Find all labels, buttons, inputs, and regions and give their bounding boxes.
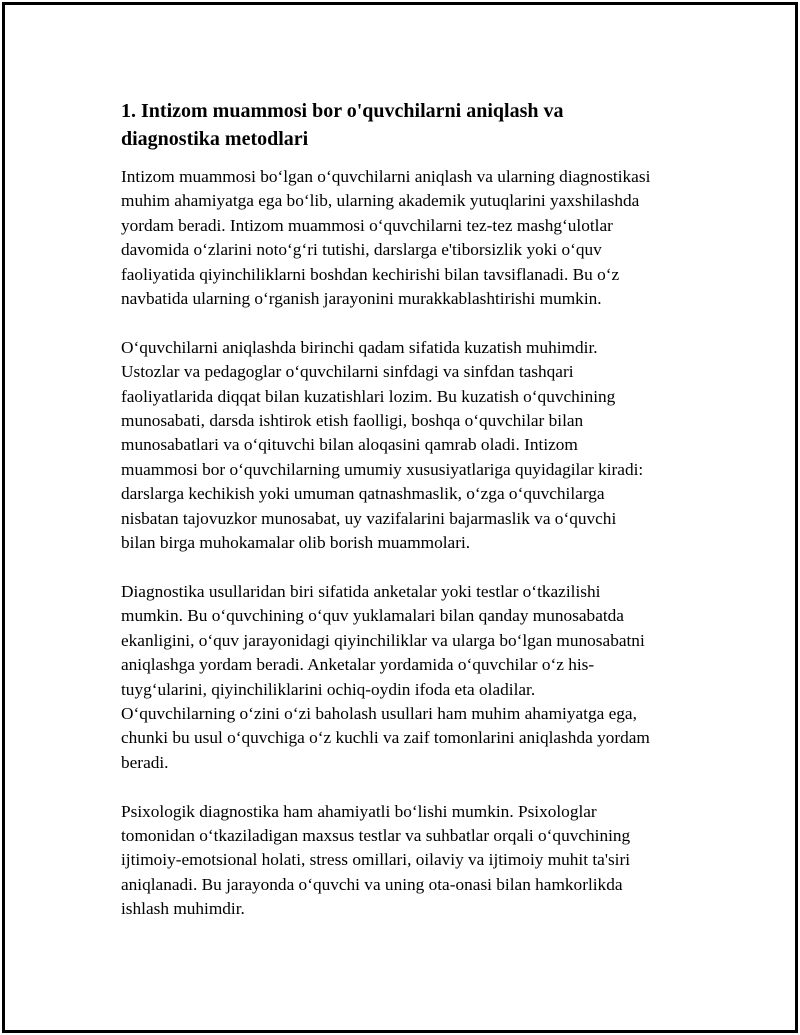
text-line: O‘quvchilarning o‘zini o‘zi baholash usullari ham muhim ahamiyatga ega, [121,703,637,723]
text-line: davomida o‘zlarini noto‘g‘ri tutishi, darslarga e'tiborsizlik yoki o‘quv [121,240,602,260]
text-line: Intizom muammosi bo‘lgan o‘quvchilarni aniqlash va ularning diagnostikasi [121,167,651,186]
heading-line: 1. Intizom muammosi bor o'quvchilarni aniqlash va [121,100,564,122]
text-line: mumkin. Bu o‘quvchining o‘quv yuklamalari bilan qanday munosabatda [121,606,624,626]
text-line: munosabatlari va o‘qituvchi bilan aloqasini qamrab oladi. Intizom [121,435,578,455]
text-line: bilan birga muhokamalar olib borish muammolari. [121,533,471,553]
text-line: tomonidan o‘tkaziladigan maxsus testlar va suhbatlar orqali o‘quvchining [121,825,631,845]
text-line: ekanligini, o‘quv jarayonidagi qiyinchiliklar va ularga bo‘lgan munosabatni [121,630,645,650]
paragraph-2 [121,336,701,556]
text-line: aniqlanadi. Bu jarayonda o‘quvchi va uning ota-onasi bilan hamkorlikda [121,874,623,894]
text-line: beradi. [121,752,169,772]
text-line: aniqlashga yordam beradi. Anketalar yordamida o‘quvchilar o‘z his- [121,655,595,675]
text-line: O‘quvchilarni aniqlashda birinchi qadam sifatida kuzatish muhimdir. [121,337,598,357]
text-line: munosabati, darsda ishtirok etish faolligi, boshqa o‘quvchilar bilan [121,411,584,431]
text-line: muhim ahamiyatga ega bo‘lib, ularning akademik yutuqlarini yaxshilashda [121,191,640,211]
text-line: darslarga kechikish yoki umuman qatnashmaslik, o‘zga o‘quvchilarga [121,484,605,504]
text-line: ijtimoiy-emotsional holati, stress omillari, oilaviy va ijtimoiy muhit ta'siri [121,850,631,870]
text-line: faoliyatlarida diqqat bilan kuzatishlari lozim. Bu kuzatish o‘quvchining [121,386,616,406]
document-body [121,97,701,946]
paragraph-4 [121,800,701,922]
text-line: Ustozlar va pedagoglar o‘quvchilarni sinfdagi va sinfdan tashqari [121,362,574,382]
section-heading [121,97,701,153]
text-line: tuyg‘ularini, qiyinchiliklarini ochiq-oydin ifoda eta oladilar. [121,679,536,699]
page-frame [2,2,798,1033]
text-line: muammosi bor o‘quvchilarning umumiy xususiyatlariga quyidagilar kiradi: [121,459,644,479]
text-line: faoliyatida qiyinchiliklarni boshdan kechirishi bilan tavsiflanadi. Bu o‘z [121,264,620,284]
text-line: nisbatan tajovuzkor munosabat, uy vazifalarini bajarmaslik va o‘quvchi [121,508,617,528]
text-line: Diagnostika usullaridan biri sifatida anketalar yoki testlar o‘tkazilishi [121,581,601,601]
text-line: chunki bu usul o‘quvchiga o‘z kuchli va zaif tomonlarini aniqlashda yordam [121,728,650,748]
text-line: yordam beradi. Intizom muammosi o‘quvchilarni tez-tez mashg‘ulotlar [121,215,613,235]
text-line: Psixologik diagnostika ham ahamiyatli bo‘lishi mumkin. Psixologlar [121,801,597,821]
heading-line: diagnostika metodlari [121,128,309,150]
paragraph-3 [121,580,701,775]
paragraph-1 [121,165,701,311]
text-line: ishlash muhimdir. [121,899,245,919]
text-line: navbatida ularning o‘rganish jarayonini murakkablashtirishi mumkin. [121,289,602,309]
